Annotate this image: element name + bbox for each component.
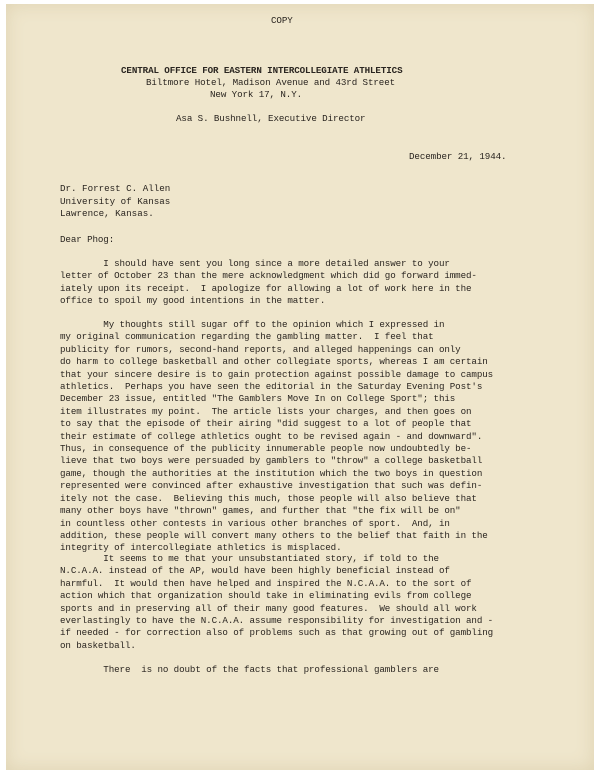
text-line: athletics. Perhaps you have seen the editorial in the Saturday Evening Post's bbox=[60, 381, 483, 393]
text-line: everlastingly to have the N.C.A.A. assume responsibility for investigation and - bbox=[60, 615, 494, 627]
recipient-line: University of Kansas bbox=[60, 195, 171, 207]
text-line: their estimate of college athletics ought to be revised again - and downward". bbox=[60, 430, 483, 442]
text-line: on basketball. bbox=[60, 639, 136, 651]
text-line: if needed - for correction also of problems such as that growing out of gambling bbox=[60, 627, 494, 639]
letterhead-org: CENTRAL OFFICE FOR EASTERN INTERCOLLEGIATE ATHLETICS bbox=[121, 65, 403, 76]
recipient-line: Lawrence, Kansas. bbox=[60, 208, 154, 220]
recipient-line: Dr. Forrest C. Allen bbox=[60, 183, 171, 194]
paragraph-1 bbox=[60, 258, 477, 308]
text-line: N.C.A.A. instead of the AP, would have been highly beneficial instead of bbox=[60, 565, 450, 577]
text-line: It seems to me that your unsubstantiated story, if told to the bbox=[60, 553, 439, 564]
text-line: publicity for rumors, second-hand reports, and alleged happenings can only bbox=[60, 343, 461, 355]
text-line: itely not the case. Believing this much, those people will also believe that bbox=[60, 492, 477, 504]
text-line: to say that the episode of their airing "did suggest to a lot of people that bbox=[60, 418, 472, 430]
recipient-address bbox=[60, 183, 170, 221]
text-line: letter of October 23 than the mere acknowledgment which did go forward immed- bbox=[60, 270, 477, 282]
text-line: lieve that two boys were persuaded by gamblers to "throw" a college basketball bbox=[60, 455, 483, 467]
text-line: my original communication regarding the gambling matter. I feel that bbox=[60, 331, 434, 343]
paragraph-2 bbox=[60, 319, 493, 555]
letterhead-address-2: New York 17, N.Y. bbox=[210, 89, 303, 100]
text-line: There is no doubt of the facts that professional gamblers are bbox=[60, 664, 439, 675]
paragraph-3 bbox=[60, 553, 493, 652]
paragraph-4 bbox=[60, 664, 439, 676]
letter-date: December 21, 1944. bbox=[409, 151, 507, 162]
text-line: represented were convinced after exhaustive investigation that such was defin- bbox=[60, 480, 483, 492]
text-line: harmful. It would then have helped and inspired the N.C.A.A. to the sort of bbox=[60, 577, 472, 589]
text-line: sports and in preserving all of their many good features. We should all work bbox=[60, 602, 477, 614]
text-line: do harm to college basketball and other collegiate sports, whereas I am certain bbox=[60, 356, 488, 368]
text-line: December 23 issue, entitled "The Gamblers Move In on College Sport"; this bbox=[60, 393, 456, 405]
text-line: that your sincere desire is to gain protection against possible damage to campus bbox=[60, 368, 494, 380]
text-line: I should have sent you long since a more detailed answer to your bbox=[60, 258, 450, 269]
text-line: office to spoil my good intentions in the matter. bbox=[60, 295, 326, 307]
text-line: item illustrates my point. The article lists your charges, and then goes on bbox=[60, 405, 472, 417]
copy-label: COPY bbox=[271, 15, 293, 26]
text-line: integrity of intercollegiate athletics is misplaced. bbox=[60, 542, 342, 554]
text-line: iately upon its receipt. I apologize for allowing a lot of work here in the bbox=[60, 282, 472, 294]
letterhead-director: Asa S. Bushnell, Executive Director bbox=[176, 113, 366, 124]
text-line: action which that organization should take in eliminating evils from college bbox=[60, 590, 472, 602]
text-line: game, though the authorities at the institution which the two boys in question bbox=[60, 467, 483, 479]
text-line: many other boys have "thrown" games, and further that "the fix will be on" bbox=[60, 505, 461, 517]
salutation: Dear Phog: bbox=[60, 234, 115, 245]
text-line: Thus, in consequence of the publicity innumerable people now undoubtedly be- bbox=[60, 443, 472, 455]
letter-page bbox=[6, 4, 594, 770]
text-line: My thoughts still sugar off to the opinion which I expressed in bbox=[60, 319, 445, 330]
text-line: addition, these people will convert many others to the belief that faith in the bbox=[60, 529, 488, 541]
letterhead-address-1: Biltmore Hotel, Madison Avenue and 43rd Street bbox=[146, 77, 396, 88]
text-line: in countless other contests in various other branches of sport. And, in bbox=[60, 517, 450, 529]
